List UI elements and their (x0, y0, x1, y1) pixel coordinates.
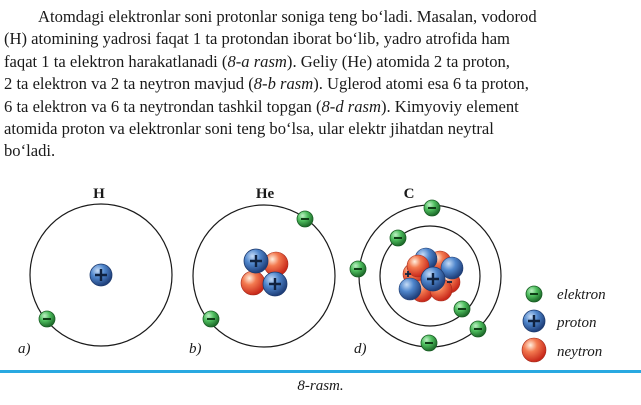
legend-label: neytron (557, 344, 603, 360)
legend-label: elektron (557, 287, 606, 303)
legend-item-proton (523, 310, 596, 332)
atom-symbol: C (403, 186, 415, 202)
text-line: ). Uglerod atomi esa 6 ta proton, (313, 74, 529, 94)
atom-hydrogen (18, 186, 172, 357)
caption-divider (0, 370, 641, 373)
text-line: (H) atomining yadrosi faqat 1 ta protondan iborat bo‘lib, yadro atrofida ham (4, 29, 510, 49)
electron (454, 301, 470, 317)
figure-caption: 8-rasm. (297, 378, 344, 394)
text-line: Atomdagi elektronlar soni protonlar soniga teng bo‘ladi. Masalan, vodorod (38, 7, 537, 26)
legend (522, 286, 606, 362)
text-line: faqat 1 ta elektron harakatlanadi ( (4, 51, 228, 71)
text-line: bo‘ladi. (4, 141, 56, 161)
atom-carbon (350, 186, 501, 357)
figure-ref: 8-d rasm (321, 96, 381, 116)
figure-ref: 8-a rasm (227, 51, 287, 71)
legend-label: proton (557, 315, 597, 331)
electron (297, 211, 313, 227)
electron (39, 311, 55, 327)
electron (203, 311, 219, 327)
proton (421, 267, 445, 291)
electron (350, 261, 366, 277)
neutron (241, 271, 265, 295)
panel-label: a) (18, 341, 31, 357)
text-line: ). Kimyoviy element (380, 96, 519, 116)
proton (263, 272, 287, 296)
nucleus (241, 249, 288, 296)
panel-label: b) (189, 341, 202, 357)
text-line: 6 ta elektron va 6 ta neytrondan tashkil topgan ( (4, 96, 322, 116)
legend-item-electron (526, 286, 606, 303)
text-line: atomida proton va elektronlar soni teng bo‘lsa, ular elektr jihatdan neytral (4, 119, 494, 139)
electron (421, 335, 437, 351)
electron (424, 200, 440, 216)
atom-symbol: He (255, 186, 275, 202)
text-line: ). Geliy (He) atomida 2 ta proton, (286, 51, 510, 71)
proton (244, 249, 268, 273)
proton (90, 264, 112, 286)
electron (470, 321, 486, 337)
legend-item-neutron (522, 338, 602, 362)
atom-symbol: H (93, 186, 105, 202)
nucleus (399, 248, 463, 302)
text-line: 2 ta elektron va 2 ta neytron mavjud ( (4, 74, 254, 94)
figure-ref: 8-b rasm (253, 74, 314, 94)
atom-helium (189, 186, 335, 357)
neutron-icon (522, 338, 546, 362)
electron (390, 230, 406, 246)
proton (399, 278, 421, 300)
panel-label: d) (354, 341, 367, 357)
